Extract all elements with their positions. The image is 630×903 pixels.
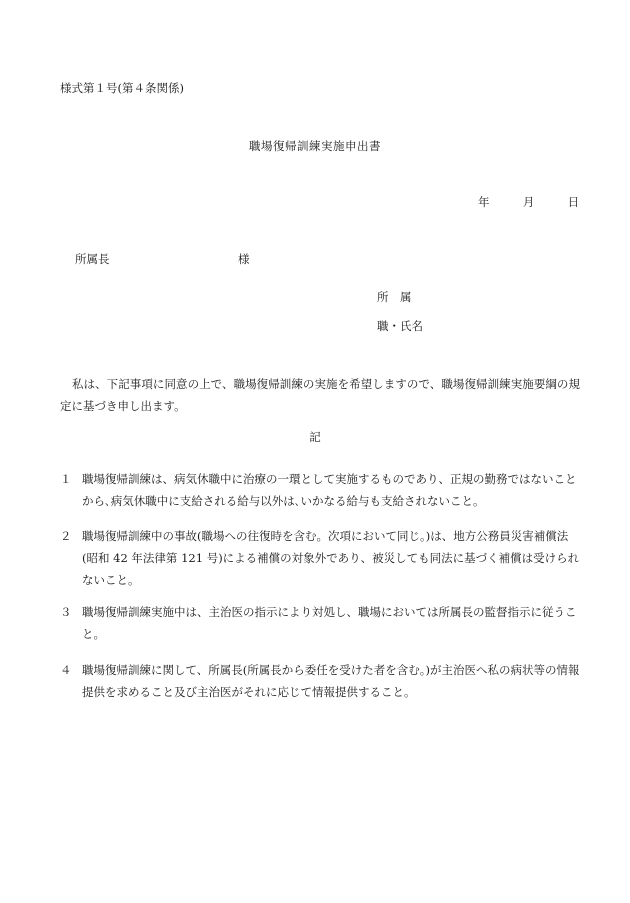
item-text: 職場復帰訓練中の事故(職場への往復時を含む。次項において同じ。)は、地方公務員災害補償法(昭和 42 年法律第 121 号)による補償の対象外であり、被災しても同法に基づく補償は受けられないこと。 <box>82 529 580 587</box>
form-number: 様式第１号(第４条関係) <box>60 81 184 95</box>
document-title: 職場復帰訓練実施申出書 <box>249 139 381 153</box>
list-item <box>60 601 580 645</box>
item-text: 職場復帰訓練に関して、所属長(所属長から委任を受けた者を含む。)が主治医へ私の病状等の情報提供を求めること及び主治医がそれに応じて情報提供すること。 <box>82 663 580 699</box>
addressee-label: 所属長 <box>75 252 110 266</box>
item-number: １ <box>60 472 72 486</box>
date-line <box>478 197 579 209</box>
affiliation-label: 所 属 <box>377 290 412 304</box>
intro-paragraph: 私は、下記事項に同意の上で、職場復帰訓練の実施を希望しますので、職場復帰訓練実施要綱の規定に基づき申し出ます。 <box>60 377 580 413</box>
item-number: ３ <box>60 605 72 619</box>
date-month-label: 月 <box>522 195 535 209</box>
list-item <box>60 525 580 591</box>
list-item <box>60 468 580 512</box>
addressee-honorific: 様 <box>238 252 250 266</box>
date-year-label: 年 <box>478 195 490 209</box>
name-label: 職・氏名 <box>377 319 423 333</box>
item-number: ２ <box>60 529 72 543</box>
item-number: ４ <box>60 663 72 677</box>
item-text: 職場復帰訓練実施中は、主治医の指示により対処し、職場においては所属長の監督指示に従うこと。 <box>82 605 577 641</box>
note-heading: 記 <box>309 430 321 444</box>
item-text: 職場復帰訓練は、病気休職中に治療の一環として実施するものであり、正規の勤務ではないことから､病気休職中に支給される給与以外は､いかなる給与も支給されないこと。 <box>82 472 577 508</box>
list-item <box>60 659 580 703</box>
date-day-label: 日 <box>567 195 580 209</box>
